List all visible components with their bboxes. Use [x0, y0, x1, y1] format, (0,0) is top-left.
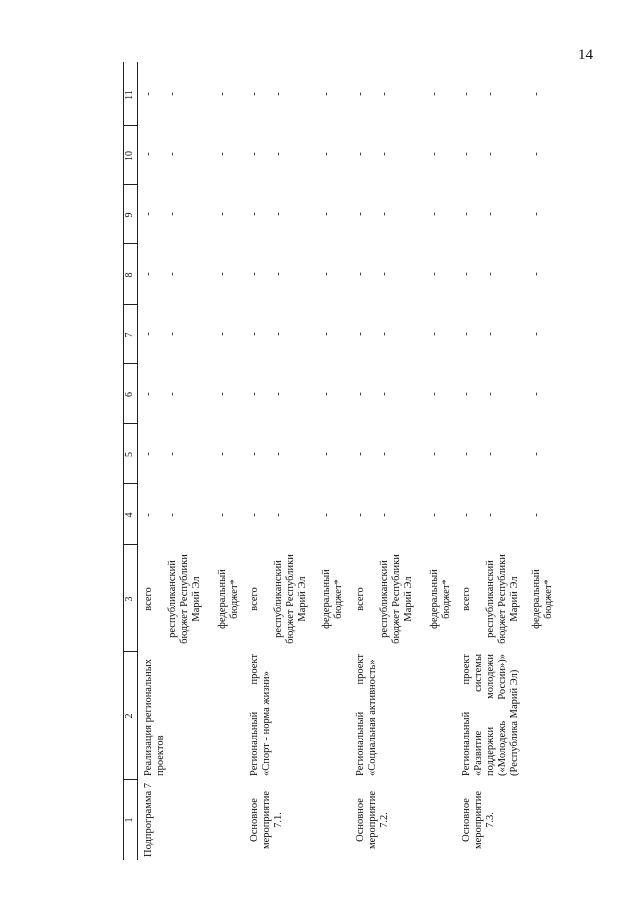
row-name: Региональный проект «Развитие системы поддержки молодежи («Молодежь России»)» (Республика Марий Эл) — [461, 654, 520, 776]
empty-value-dash: - — [167, 452, 178, 456]
empty-value-dash: - — [273, 272, 284, 276]
empty-value-dash: - — [429, 513, 440, 517]
column-header-5: 5 — [124, 452, 135, 457]
empty-value-dash: - — [217, 212, 228, 216]
empty-value-dash: - — [531, 272, 542, 276]
empty-value-dash: - — [167, 272, 178, 276]
empty-value-dash: - — [249, 392, 260, 396]
empty-value-dash: - — [355, 92, 366, 96]
empty-value-dash: - — [321, 272, 332, 276]
empty-value-dash: - — [143, 392, 154, 396]
empty-value-dash: - — [273, 332, 284, 336]
empty-value-dash: - — [143, 152, 154, 156]
table-top-rule — [123, 62, 124, 860]
empty-value-dash: - — [485, 392, 496, 396]
empty-value-dash: - — [485, 212, 496, 216]
budget-table — [123, 58, 554, 860]
empty-value-dash: - — [429, 392, 440, 396]
empty-value-dash: - — [217, 452, 228, 456]
empty-value-dash: - — [485, 92, 496, 96]
source-federal-budget: федеральный бюджет* — [531, 569, 554, 629]
column-divider — [123, 544, 138, 545]
empty-value-dash: - — [355, 272, 366, 276]
empty-value-dash: - — [249, 332, 260, 336]
empty-value-dash: - — [355, 513, 366, 517]
empty-value-dash: - — [249, 452, 260, 456]
empty-value-dash: - — [167, 392, 178, 396]
empty-value-dash: - — [249, 212, 260, 216]
empty-value-dash: - — [429, 272, 440, 276]
empty-value-dash: - — [485, 332, 496, 336]
empty-value-dash: - — [217, 272, 228, 276]
empty-value-dash: - — [379, 272, 390, 276]
empty-value-dash: - — [485, 513, 496, 517]
row-name: Региональный проект «Социальная активность» — [355, 654, 378, 776]
empty-value-dash: - — [217, 392, 228, 396]
empty-value-dash: - — [355, 332, 366, 336]
column-divider — [123, 423, 138, 424]
empty-value-dash: - — [273, 212, 284, 216]
column-divider — [123, 483, 138, 484]
source-republican-budget: республиканский бюджет Республики Марий Эл — [485, 554, 520, 644]
empty-value-dash: - — [461, 392, 472, 396]
column-header-7: 7 — [124, 332, 135, 338]
empty-value-dash: - — [461, 513, 472, 517]
empty-value-dash: - — [143, 332, 154, 336]
empty-value-dash: - — [531, 452, 542, 456]
empty-value-dash: - — [355, 212, 366, 216]
column-divider — [123, 184, 138, 185]
empty-value-dash: - — [531, 392, 542, 396]
row-name: Региональный проект «Спорт - норма жизни» — [249, 654, 272, 776]
empty-value-dash: - — [143, 212, 154, 216]
empty-value-dash: - — [167, 513, 178, 517]
empty-value-dash: - — [461, 332, 472, 336]
empty-value-dash: - — [355, 152, 366, 156]
empty-value-dash: - — [379, 513, 390, 517]
column-header-10: 10 — [124, 151, 135, 161]
empty-value-dash: - — [531, 92, 542, 96]
empty-value-dash: - — [355, 452, 366, 456]
empty-value-dash: - — [461, 92, 472, 96]
empty-value-dash: - — [355, 392, 366, 396]
empty-value-dash: - — [273, 452, 284, 456]
source-federal-budget: федеральный бюджет* — [217, 569, 240, 629]
empty-value-dash: - — [321, 513, 332, 517]
empty-value-dash: - — [461, 212, 472, 216]
empty-value-dash: - — [143, 452, 154, 456]
source-federal-budget: федеральный бюджет* — [321, 569, 344, 629]
column-divider — [123, 651, 138, 652]
column-header-1: 1 — [124, 817, 135, 823]
empty-value-dash: - — [379, 92, 390, 96]
source-total: всего — [143, 587, 154, 611]
column-header-4: 4 — [124, 512, 135, 518]
empty-value-dash: - — [249, 92, 260, 96]
empty-value-dash: - — [429, 152, 440, 156]
empty-value-dash: - — [249, 152, 260, 156]
empty-value-dash: - — [143, 272, 154, 276]
header-bottom-rule — [137, 62, 138, 860]
empty-value-dash: - — [485, 452, 496, 456]
empty-value-dash: - — [429, 452, 440, 456]
empty-value-dash: - — [167, 152, 178, 156]
empty-value-dash: - — [531, 513, 542, 517]
source-republican-budget: республиканский бюджет Республики Марий Эл — [379, 554, 414, 644]
empty-value-dash: - — [379, 392, 390, 396]
row-code: Основное мероприятие 7.2. — [355, 791, 390, 849]
empty-value-dash: - — [461, 452, 472, 456]
column-header-3: 3 — [124, 596, 135, 602]
empty-value-dash: - — [531, 152, 542, 156]
source-total: всего — [249, 587, 260, 611]
empty-value-dash: - — [321, 212, 332, 216]
source-republican-budget: республиканский бюджет Республики Марий Эл — [273, 554, 308, 644]
empty-value-dash: - — [167, 92, 178, 96]
source-total: всего — [355, 587, 366, 611]
empty-value-dash: - — [321, 452, 332, 456]
empty-value-dash: - — [379, 152, 390, 156]
column-header-11: 11 — [124, 90, 135, 100]
empty-value-dash: - — [379, 212, 390, 216]
empty-value-dash: - — [143, 92, 154, 96]
empty-value-dash: - — [217, 152, 228, 156]
column-header-9: 9 — [124, 212, 135, 218]
empty-value-dash: - — [249, 272, 260, 276]
empty-value-dash: - — [429, 212, 440, 216]
empty-value-dash: - — [461, 272, 472, 276]
empty-value-dash: - — [273, 92, 284, 96]
empty-value-dash: - — [531, 332, 542, 336]
row-name: Реализация региональных проектов — [143, 658, 166, 776]
empty-value-dash: - — [217, 332, 228, 336]
empty-value-dash: - — [273, 392, 284, 396]
column-header-8: 8 — [124, 272, 135, 278]
empty-value-dash: - — [167, 332, 178, 336]
empty-value-dash: - — [429, 332, 440, 336]
row-code: Основное мероприятие 7.3. — [461, 791, 496, 849]
source-republican-budget: республиканский бюджет Республики Марий Эл — [167, 554, 202, 644]
empty-value-dash: - — [531, 212, 542, 216]
empty-value-dash: - — [143, 513, 154, 517]
empty-value-dash: - — [217, 513, 228, 517]
empty-value-dash: - — [249, 513, 260, 517]
empty-value-dash: - — [379, 452, 390, 456]
empty-value-dash: - — [273, 152, 284, 156]
column-divider — [123, 779, 138, 780]
empty-value-dash: - — [429, 92, 440, 96]
empty-value-dash: - — [461, 152, 472, 156]
page-number: 14 — [578, 47, 593, 63]
column-divider — [123, 243, 138, 244]
row-code: Основное мероприятие 7.1. — [249, 791, 284, 849]
column-divider — [123, 125, 138, 126]
empty-value-dash: - — [217, 92, 228, 96]
empty-value-dash: - — [485, 272, 496, 276]
empty-value-dash: - — [321, 332, 332, 336]
empty-value-dash: - — [321, 92, 332, 96]
row-code: Подпрограмма 7 — [143, 783, 154, 857]
source-federal-budget: федеральный бюджет* — [429, 569, 452, 629]
empty-value-dash: - — [273, 513, 284, 517]
column-divider — [123, 363, 138, 364]
empty-value-dash: - — [485, 152, 496, 156]
source-total: всего — [461, 587, 472, 611]
empty-value-dash: - — [321, 392, 332, 396]
empty-value-dash: - — [167, 212, 178, 216]
column-header-2: 2 — [124, 713, 135, 719]
empty-value-dash: - — [321, 152, 332, 156]
empty-value-dash: - — [379, 332, 390, 336]
column-header-6: 6 — [124, 392, 135, 397]
column-divider — [123, 304, 138, 305]
